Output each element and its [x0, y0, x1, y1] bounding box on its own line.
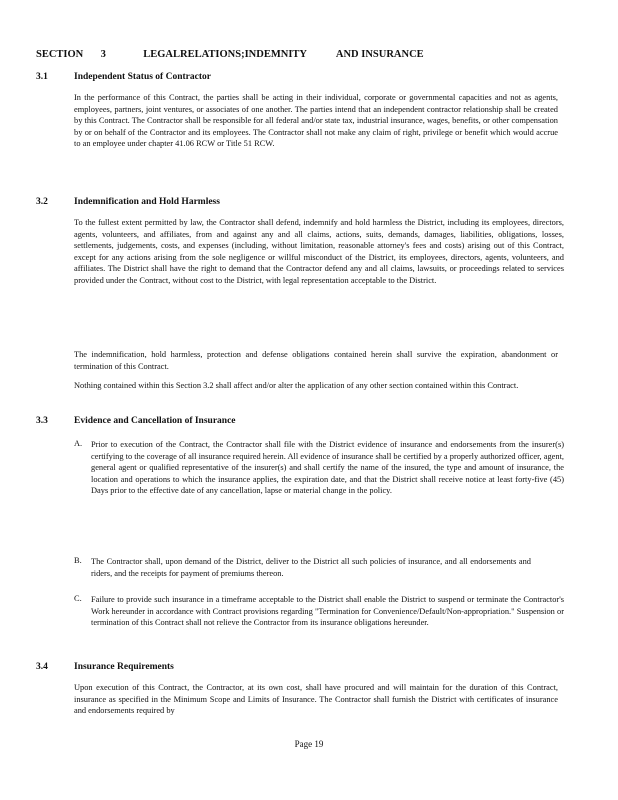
section-title-part1: LEGALRELATIONS;INDEMNITY [143, 49, 307, 60]
paragraph: Upon execution of this Contract, the Contractor, at its own cost, shall have procured and will maintain for the duration of this Contract, insurance as specified in the Minimum Scope and Limits of Insurance. The Contractor shall furnish the District with certificates of insurance and endorsements required by [74, 683, 558, 716]
section-number: 3 [100, 49, 106, 60]
list-item-letter: A. [74, 439, 83, 448]
list-item-letter: C. [74, 594, 82, 603]
page-number: Page 19 [294, 739, 324, 749]
list-item-text: Prior to execution of the Contract, the Contractor shall file with the District evidence of insurance and endorsements from the insurer(s) certifying to the coverage of all insurance required herein. All evidence of insurance shall be certified by a properly authorized officer, agent, general agent or qualified representative of the insurer(s) and shall certify the name of the insured, the type and amount of insurance, the location and operations to which the insurance applies, the expiration date, and that the District shall receive notice at least forty-five (45) Days prior to the effective date of any cancellation, lapse or material change in the policy. [91, 440, 564, 496]
paragraph: In the performance of this Contract, the parties shall be acting in their individual, corporate or governmental capacities and not as agents, employees, partners, joint ventures, or associates of one another. The parties intend that an independent contractor relationship shall be created by this Contract. The Contractor shall be responsible for all federal and/or state tax, industrial insurance, wages, benefits, or other compensation by or on behalf of the Contractor and its employees. The Contractor shall not make any claim of right, privilege or benefit which would accrue to an employee under chapter 41.06 RCW or Title 51 RCW. [74, 93, 558, 149]
subsection-heading: Evidence and Cancellation of Insurance [74, 416, 236, 426]
subsection-heading: Independent Status of Contractor [74, 72, 211, 82]
section-title [36, 49, 596, 60]
list-item-text: The Contractor shall, upon demand of the District, deliver to the District all such policies of insurance, and all endorsements and riders, and the receipts for payment of premiums thereon. [91, 557, 531, 578]
subsection-heading: Indemnification and Hold Harmless [74, 197, 220, 207]
paragraph: The indemnification, hold harmless, protection and defense obligations contained herein shall survive the expiration, abandonment or termination of this Contract. [74, 350, 558, 371]
section-title-part2: AND INSURANCE [335, 49, 424, 60]
paragraph: To the fullest extent permitted by law, the Contractor shall defend, indemnify and hold harmless the District, including its employees, directors, agents, volunteers, and affiliates, from and against any and all claims, actions, suits, demands, damages, liabilities, obligations, losses, settlements, judgements, costs, and expenses (including, without limitation, reasonable attorney's fees and costs) arising out of this Contract, except for any actions arising from the sole negligence or willful misconduct of the District, its employees, directors, agents, volunteers, and affiliates. The District shall have the right to demand that the Contractor defend any and all claims, lawsuits, or proceedings related to services provided under the Contract, without cost to the District, with legal representation acceptable to the District. [74, 218, 564, 285]
paragraph: Nothing contained within this Section 3.2 shall affect and/or alter the application of any other section contained within this Contract. [74, 381, 519, 390]
subsection-number: 3.4 [36, 662, 48, 672]
subsection-number: 3.2 [36, 197, 48, 207]
section-label: SECTION [36, 49, 84, 60]
list-item-text: Failure to provide such insurance in a timeframe acceptable to the District shall enable the District to suspend or terminate the Contractor's Work hereunder in accordance with Contract provisions regarding "Termination for Convenience/Default/Non-appropriation." Suspension or termination of this Contract shall not relieve the Contractor from its insurance obligations hereunder. [91, 595, 564, 628]
list-item-letter: B. [74, 556, 82, 565]
subsection-number: 3.1 [36, 72, 48, 82]
subsection-heading: Insurance Requirements [74, 662, 174, 672]
subsection-number: 3.3 [36, 416, 48, 426]
